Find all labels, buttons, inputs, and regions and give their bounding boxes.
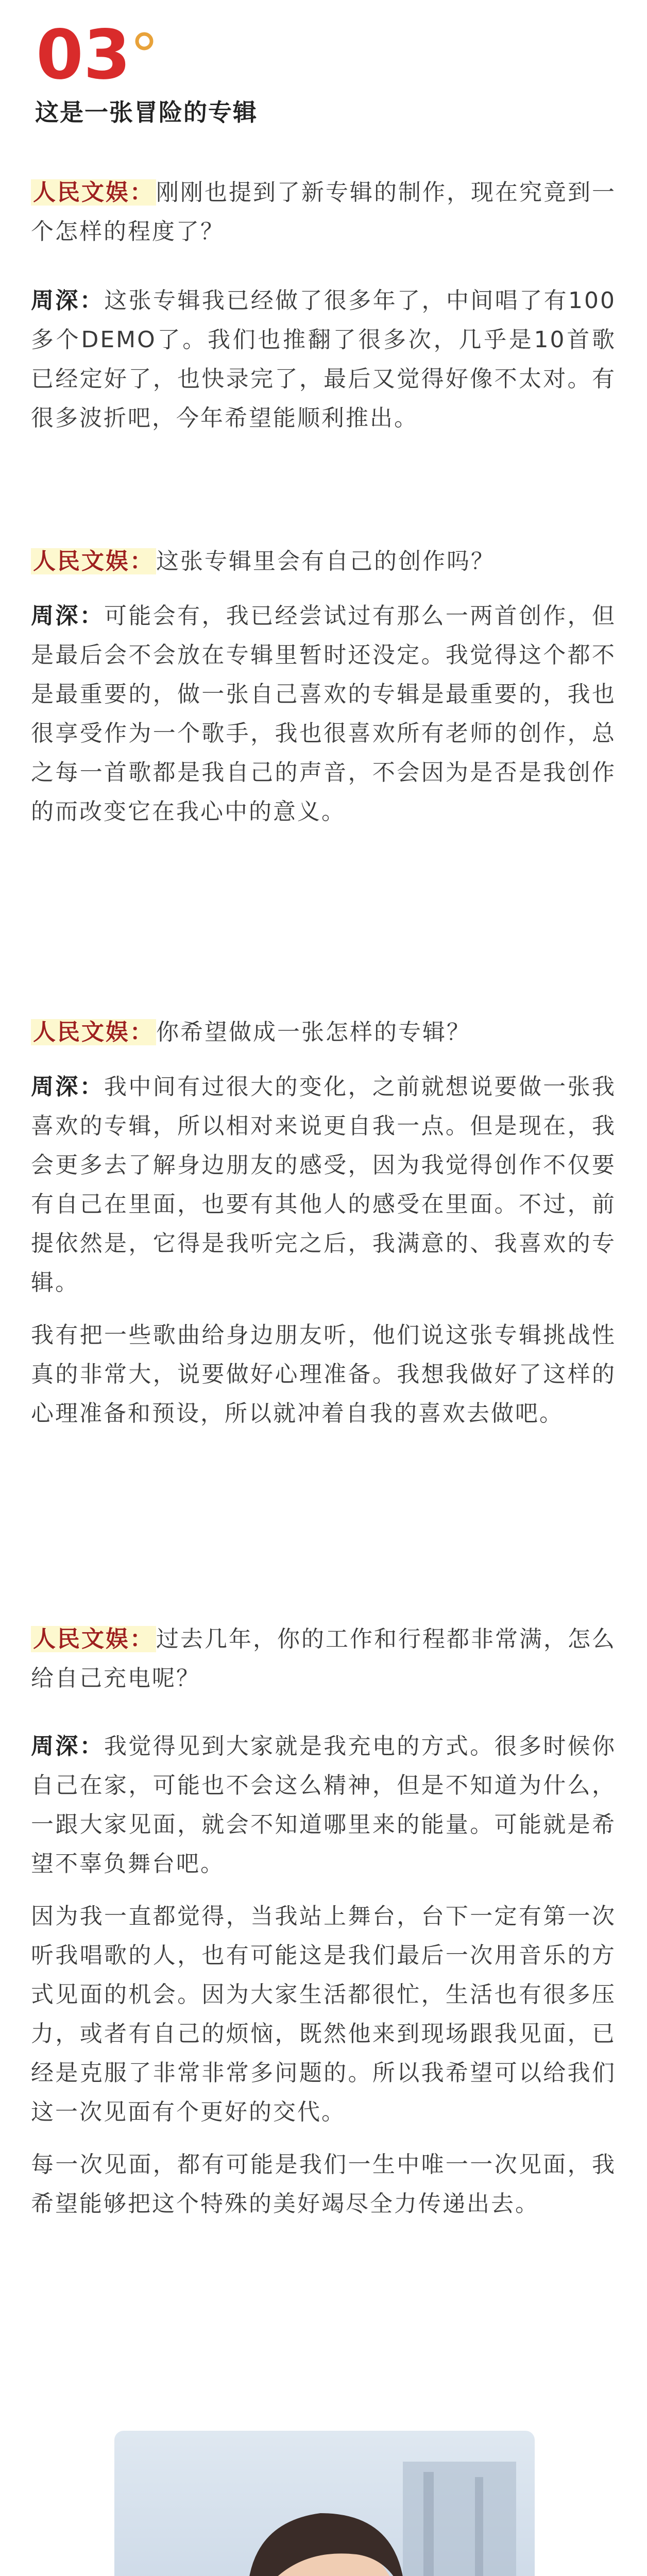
answer-text: 我中间有过很大的变化，之前就想说要做一张我喜欢的专辑，所以相对来说更自我一点。但是现在，我会更多去了解身边朋友的感受，因为我觉得创作不仅要有自己在里面，也要有其他人的感受在里面。不过，前提依然是，它得是我听完之后，我满意的、我喜欢的专辑。 [31,1074,617,1296]
interviewer-label: 人民文娱： [31,548,156,574]
question [31,1013,616,1052]
qa-block-4 [31,1620,616,1698]
answer [31,1727,616,1884]
qa-block-3 [31,1013,616,1052]
interviewer-label: 人民文娱： [31,1019,156,1045]
video-card[interactable] [114,2431,535,2576]
question [31,1620,616,1698]
qa-block-2 [31,542,616,581]
section-header [35,18,612,95]
answer-text: 可能会有，我已经尝试过有那么一两首创作，但是最后会不会放在专辑里暂时还没定。我觉得这个都不是最重要的，做一张自己喜欢的专辑是最重要的，我也很享受作为一个歌手，我也很喜欢所有老师的创作，总之每一首歌都是我自己的声音，不会因为是否是我创作的而改变它在我心中的意义。 [31,603,617,825]
section-number-art [35,18,169,95]
answer-block-4 [31,1727,616,2224]
answer-paragraph: 因为我一直都觉得，当我站上舞台，台下一定有第一次听我唱歌的人，也有可能这是我们最后一次用音乐的方式见面的机会。因为大家生活都很忙，生活也有很多压力，或者有自己的烦恼，既然他来到现场跟我见面，已经是克服了非常非常多问题的。所以我希望可以给我们这一次见面有个更好的交代。 [31,1903,616,2125]
answer-block-3 [31,1067,616,1433]
answer-paragraph: 每一次见面，都有可能是我们一生中唯一一次见面，我希望能够把这个特殊的美好竭尽全力传递出去。 [31,2151,616,2217]
question-text: 刚刚也提到了新专辑的制作，现在究竟到一个怎样的程度了？ [31,179,616,245]
question-text: 你希望做成一张怎样的专辑？ [156,1019,471,1045]
interviewee-label: 周深： [31,603,105,629]
interviewer-label: 人民文娱： [31,1626,156,1652]
question-text: 过去几年，你的工作和行程都非常满，怎么给自己充电呢？ [31,1626,616,1691]
answer-block-2 [31,597,616,832]
section-number: 03 [36,18,131,95]
answer-text: 这张专辑我已经做了很多年了，中间唱了有100多个DEMO了。我们也推翻了很多次，几乎是10首歌已经定好了，也快录完了，最后又觉得好像不太对。有很多波折吧，今年希望能顺利推出。 [31,287,617,431]
interviewee-label: 周深： [31,1733,105,1759]
section-title: 这是一张冒险的专辑 [35,98,258,126]
answer [31,1067,616,1302]
question [31,542,616,581]
qa-block-1 [31,173,616,251]
answer-text: 我觉得见到大家就是我充电的方式。很多时候你自己在家，可能也不会这么精神，但是不知道为什么，一跟大家见面，就会不知道哪里来的能量。可能就是希望不辜负舞台吧。 [31,1733,617,1877]
video-thumbnail [114,2431,535,2576]
interviewee-label: 周深： [31,287,105,314]
section-number-graphic [35,18,169,95]
question-text: 这张专辑里会有自己的创作吗？ [156,548,495,574]
interviewee-label: 周深： [31,1074,105,1100]
answer-block-1 [31,281,616,438]
accent-ring [137,34,151,48]
answer [31,597,616,832]
answer [31,281,616,438]
answer-paragraph: 我有把一些歌曲给身边朋友听，他们说这张专辑挑战性真的非常大，说要做好心理准备。我想我做好了这样的心理准备和预设，所以就冲着自我的喜欢去做吧。 [31,1322,616,1427]
question [31,173,616,251]
interviewer-label: 人民文娱： [31,179,156,206]
